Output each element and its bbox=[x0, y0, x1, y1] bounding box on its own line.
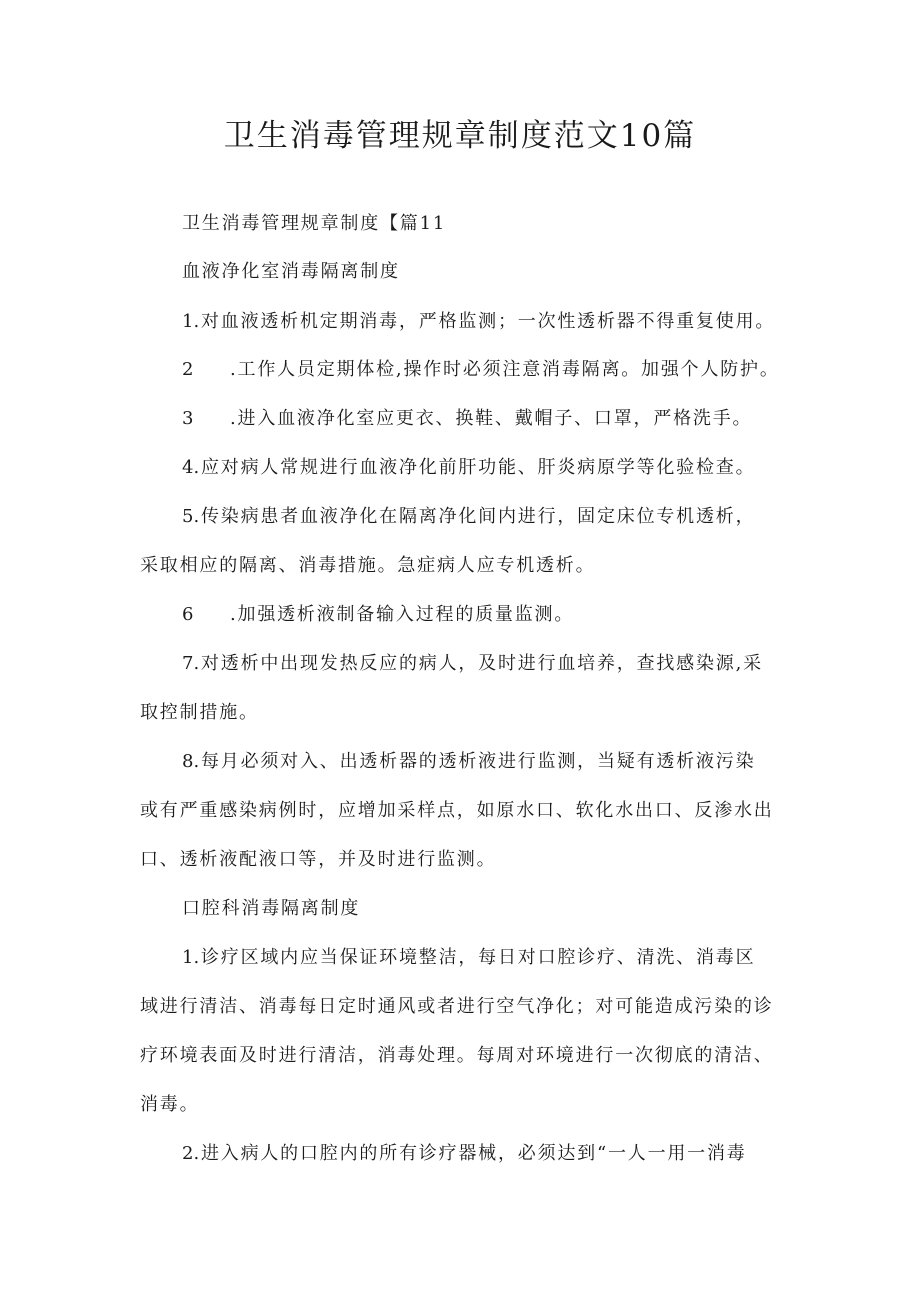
item-continuation: 口、透析液配液口等，并及时进行监测。 bbox=[140, 849, 497, 870]
item-continuation: 或有严重感染病例时，应增加采样点，如原水口、软化水出口、反渗水出 bbox=[140, 800, 774, 821]
item-text: .进入病人的口腔内的所有诊疗器械，必须达到“一人一用一消毒 bbox=[193, 1143, 747, 1164]
item-number: 2 bbox=[182, 1143, 194, 1164]
item-text: .对透析中出现发热反应的病人，及时进行血培养，查找感染源,采 bbox=[193, 653, 763, 674]
item-text: .进入血液净化室应更衣、换鞋、戴帽子、口罩，严格洗手。 bbox=[230, 408, 753, 429]
list-item bbox=[182, 361, 780, 379]
item-text: .加强透析液制备输入过程的质量监测。 bbox=[230, 604, 575, 625]
list-item bbox=[182, 655, 763, 673]
document-title: 卫生消毒管理规章制度范文10篇 bbox=[223, 118, 697, 154]
item-continuation: 采取相应的隔离、消毒措施。急症病人应专机透析。 bbox=[140, 555, 596, 576]
item-number: 6 bbox=[182, 604, 194, 625]
list-item bbox=[182, 1145, 747, 1163]
item-number: 8 bbox=[182, 751, 194, 772]
item-text: .工作人员定期体检,操作时必须注意消毒隔离。加强个人防护。 bbox=[230, 359, 780, 380]
list-item bbox=[182, 606, 574, 624]
blood-section-heading: 血液净化室消毒隔离制度 bbox=[182, 261, 400, 282]
item-number: 1 bbox=[182, 311, 194, 332]
item-continuation: 消毒。 bbox=[140, 1094, 200, 1115]
item-text: .对血液透析机定期消毒，严格监测；一次性透析器不得重复使用。 bbox=[193, 311, 776, 332]
list-item bbox=[182, 949, 755, 967]
item-text: .传染病患者血液净化在隔离净化间内进行，固定床位专机透析， bbox=[193, 506, 756, 527]
item-number: 1 bbox=[182, 947, 194, 968]
list-item bbox=[182, 313, 775, 331]
item-number: 4 bbox=[182, 457, 194, 478]
list-item bbox=[182, 410, 752, 428]
list-item bbox=[182, 508, 755, 526]
item-continuation: 域进行清洁、消毒每日定时通风或者进行空气净化；对可能造成污染的诊 bbox=[140, 996, 774, 1017]
item-number: 5 bbox=[182, 506, 194, 527]
item-continuation: 疗环境表面及时进行清洁，消毒处理。每周对环境进行一次彻底的清洁、 bbox=[140, 1045, 774, 1066]
oral-section-heading: 口腔科消毒隔离制度 bbox=[182, 898, 361, 919]
item-text: .应对病人常规进行血液净化前肝功能、肝炎病原学等化验检查。 bbox=[193, 457, 756, 478]
item-text: .每月必须对入、出透析器的透析液进行监测，当疑有透析液污染 bbox=[193, 751, 756, 772]
section-heading: 卫生消毒管理规章制度【篇11 bbox=[182, 213, 447, 234]
item-number: 3 bbox=[182, 408, 194, 429]
item-number: 7 bbox=[182, 653, 194, 674]
item-continuation: 取控制措施。 bbox=[140, 702, 259, 723]
list-item bbox=[182, 459, 755, 477]
item-number: 2 bbox=[182, 359, 194, 380]
list-item bbox=[182, 753, 755, 771]
item-text: .诊疗区域内应当保证环境整洁，每日对口腔诊疗、清洗、消毒区 bbox=[193, 947, 756, 968]
